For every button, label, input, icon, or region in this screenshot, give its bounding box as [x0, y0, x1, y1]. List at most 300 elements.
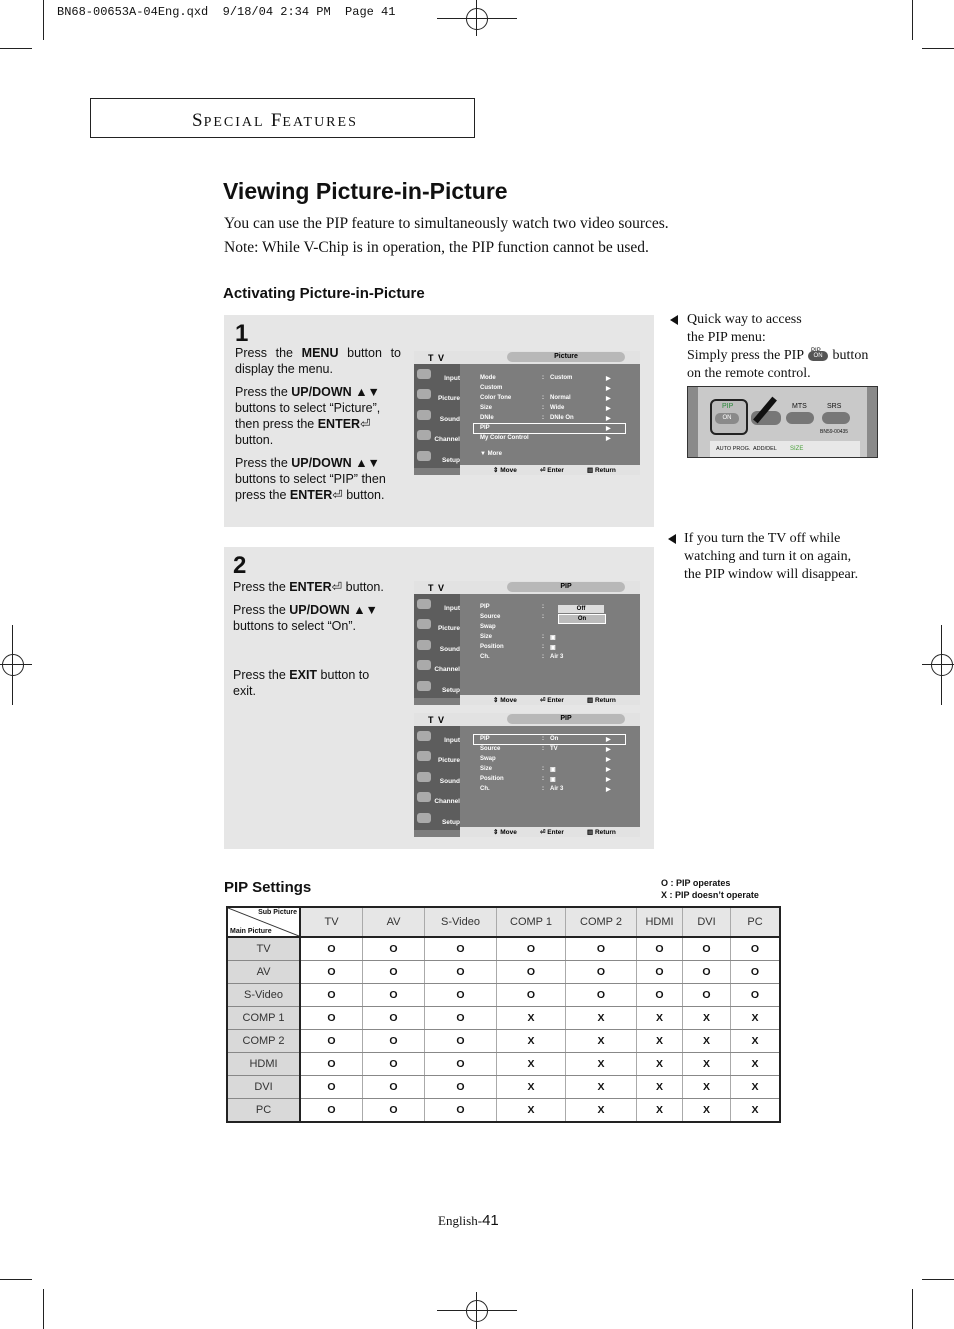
note-line: Quick way to access	[687, 312, 802, 327]
step-2-para-2	[233, 602, 393, 634]
osd-row-label: Size	[480, 405, 493, 411]
pip-mark-cell: O	[363, 1007, 425, 1030]
osd-row-value: Air 3	[550, 786, 564, 792]
pip-button-icon	[807, 348, 829, 362]
osd-row-label: Mode	[480, 375, 496, 381]
pip-mark-cell: X	[731, 1007, 781, 1030]
pip-mark-cell: O	[363, 1053, 425, 1076]
pip-mark-cell: O	[363, 937, 425, 961]
osd-row-label: Size	[480, 766, 493, 772]
osd-tv-label: T V	[428, 715, 446, 725]
osd-row-label: Source	[480, 614, 501, 620]
text: Press the	[235, 346, 302, 360]
remote-model-label: BN59-00435	[820, 429, 849, 435]
pip-mark-cell: O	[497, 984, 566, 1007]
table-row	[227, 1007, 780, 1030]
osd-row	[480, 435, 611, 442]
table-row	[227, 1076, 780, 1099]
osd-row-label: PIP	[480, 425, 490, 431]
pip-mark-cell: O	[731, 937, 781, 961]
pip-mark-cell: O	[425, 961, 497, 984]
column-header: COMP 2	[566, 907, 637, 937]
pip-mark-cell: O	[637, 984, 683, 1007]
osd-move: ⇕ Move	[493, 697, 517, 704]
osd-enter: ⏎ Enter	[540, 829, 564, 836]
nav-item-channel: Channel	[434, 798, 460, 805]
pip-mark-cell: O	[566, 961, 637, 984]
note-pointer-icon	[668, 534, 676, 544]
osd-tv-label: T V	[428, 353, 446, 363]
osd-row	[480, 415, 611, 422]
note-line: the PIP window will disappear.	[684, 567, 859, 582]
osd-row-arrow: ▶	[606, 396, 611, 402]
remote-edge	[867, 387, 877, 457]
osd-row-arrow: ▶	[606, 416, 611, 422]
table-row	[227, 1053, 780, 1076]
osd-row	[480, 786, 611, 793]
osd-row-colon: :	[542, 746, 544, 752]
osd-pip-menu-select	[414, 581, 640, 705]
table-row	[227, 984, 780, 1007]
pip-mark-cell: O	[497, 961, 566, 984]
osd-row-colon: :	[542, 736, 544, 742]
pip-mark-cell: X	[497, 1099, 566, 1123]
column-header: HDMI	[637, 907, 683, 937]
pip-mark-cell: O	[300, 961, 363, 984]
text: Enter	[547, 697, 564, 704]
column-header: AV	[363, 907, 425, 937]
osd-row-label: Position	[480, 644, 504, 650]
corner-sub-label: Sub Picture	[258, 909, 297, 916]
pip-mark-cell: O	[566, 984, 637, 1007]
section-initial-2: F	[270, 110, 283, 131]
text: Press the	[233, 603, 290, 617]
text: button to exit.	[233, 668, 370, 698]
step-1-para-2	[235, 384, 401, 448]
osd-row-value: ▣	[550, 777, 556, 783]
osd-row-label: Position	[480, 776, 504, 782]
step-2-para-1	[233, 579, 393, 595]
osd-row-value: DNIe On	[550, 415, 574, 421]
text: buttons to select “Picture”, then press the	[235, 401, 381, 431]
pip-mark-cell: X	[566, 1076, 637, 1099]
text: Move	[500, 467, 517, 474]
osd-row-value: TV	[550, 746, 558, 752]
text: Enter	[547, 467, 564, 474]
osd-row	[480, 644, 556, 651]
nav-item-picture: Picture	[437, 757, 460, 764]
key-updown: UP/DOWN	[291, 385, 352, 399]
osd-footer	[460, 465, 640, 475]
osd-row	[480, 614, 544, 620]
pip-mark-cell: O	[637, 937, 683, 961]
pip-mark-cell: O	[425, 1007, 497, 1030]
pip-mark-cell: O	[731, 961, 781, 984]
enter-icon: ⏎	[331, 580, 343, 594]
note-line: If you turn the TV off while	[684, 531, 841, 546]
pip-mark-cell: O	[425, 1099, 497, 1123]
legend-not-operates: X : PIP doesn’t operate	[661, 890, 759, 900]
osd-row-colon: :	[542, 644, 544, 650]
pip-mark-cell: O	[300, 1030, 363, 1053]
remote-auto-prog-label: AUTO PROG.	[716, 446, 751, 452]
section-initial-1: S	[192, 110, 204, 131]
osd-row-arrow: ▶	[606, 767, 611, 773]
row-header: HDMI	[227, 1053, 300, 1076]
nav-item-sound: Sound	[439, 646, 460, 653]
page-title: Viewing Picture-in-Picture	[223, 178, 508, 204]
pip-mark-cell: X	[683, 1099, 731, 1123]
osd-row	[480, 395, 611, 402]
step-number: 1	[235, 320, 249, 347]
pip-mark-cell: O	[363, 984, 425, 1007]
pip-mark-cell: X	[497, 1007, 566, 1030]
remote-button	[822, 412, 850, 424]
osd-enter: ⏎ Enter	[540, 467, 564, 474]
remote-add-del-label: ADD/DEL	[753, 446, 777, 452]
pip-mark-cell: O	[300, 1099, 363, 1123]
osd-row-arrow: ▶	[606, 757, 611, 763]
text: Return	[594, 697, 616, 704]
osd-row-arrow: ▶	[606, 777, 611, 783]
osd-row-colon: :	[542, 766, 544, 772]
row-header: AV	[227, 961, 300, 984]
legend-operates: O : PIP operates	[661, 878, 731, 888]
osd-row-arrow: ▶	[606, 376, 611, 382]
pip-mark-cell: O	[425, 937, 497, 961]
row-header: PC	[227, 1099, 300, 1123]
nav-item-picture: Picture	[437, 395, 460, 402]
enter-icon: ⏎	[332, 488, 343, 502]
text: Move	[500, 829, 517, 836]
text: button to display the menu.	[235, 346, 401, 376]
osd-row-colon: :	[542, 395, 544, 401]
page-number: 41	[482, 1212, 499, 1229]
osd-row-label: PIP	[480, 604, 490, 610]
table-row	[227, 1099, 780, 1123]
step-1-instructions	[235, 345, 401, 510]
nav-item-input: Input	[444, 737, 460, 744]
column-header: PC	[731, 907, 781, 937]
osd-row-label: My Color Control	[480, 435, 529, 441]
print-header: BN68-00653A-04Eng.qxd 9/18/04 2:34 PM Page 41	[57, 5, 396, 19]
osd-row-label: PIP	[480, 736, 490, 742]
step-1-para-1	[235, 345, 401, 377]
pip-mark-cell: X	[566, 1007, 637, 1030]
osd-move: ⇕ Move	[493, 467, 517, 474]
pip-mark-cell: O	[300, 1076, 363, 1099]
osd-enter: ⏎ Enter	[540, 697, 564, 704]
nav-item-sound: Sound	[439, 416, 460, 423]
osd-picture-menu	[414, 351, 640, 475]
section-title	[192, 110, 358, 132]
text: button	[829, 348, 869, 363]
osd-row-colon: :	[542, 776, 544, 782]
pip-mark-cell: X	[497, 1030, 566, 1053]
text: Return	[594, 467, 616, 474]
osd-row	[480, 746, 611, 753]
osd-row-arrow: ▶	[606, 406, 611, 412]
text: Return	[594, 829, 616, 836]
osd-row	[480, 654, 564, 660]
updown-icon: ▲▼	[353, 603, 378, 617]
pip-mark-cell: X	[637, 1007, 683, 1030]
text: Press the	[233, 668, 290, 682]
osd-row	[480, 766, 611, 773]
osd-row	[480, 776, 611, 783]
activating-heading: Activating Picture-in-Picture	[223, 285, 425, 302]
osd-row	[480, 634, 556, 641]
osd-row	[480, 405, 611, 412]
column-header: COMP 1	[497, 907, 566, 937]
osd-row-label: Ch.	[480, 654, 490, 660]
osd-option-on: On	[558, 614, 606, 624]
pip-mark-cell: O	[637, 961, 683, 984]
remote-button	[786, 412, 814, 424]
osd-row-value: On	[550, 736, 559, 742]
nav-item-sound: Sound	[439, 778, 460, 785]
pip-mark-cell: X	[731, 1053, 781, 1076]
osd-return: ▥ Return	[587, 467, 616, 474]
key-enter: ENTER	[317, 417, 361, 431]
osd-footer	[460, 695, 640, 705]
osd-row-label: Size	[480, 634, 493, 640]
pip-mark-cell: X	[637, 1099, 683, 1123]
osd-row-colon: :	[542, 405, 544, 411]
pip-mark-cell: X	[637, 1053, 683, 1076]
osd-row-label: Custom	[480, 385, 503, 391]
step-2-para-3	[233, 667, 373, 699]
footer-language: English-	[438, 1213, 483, 1228]
osd-highlight	[473, 423, 626, 434]
text: buttons to select “PIP” then press the	[235, 472, 386, 502]
osd-row-label: Swap	[480, 624, 496, 630]
text: button.	[342, 488, 385, 502]
note-pointer-icon	[670, 315, 678, 325]
pip-mark-cell: X	[637, 1030, 683, 1053]
osd-menu-title: PIP	[507, 582, 625, 592]
section-header	[90, 98, 475, 138]
table-row	[227, 1030, 780, 1053]
key-updown: UP/DOWN	[289, 603, 350, 617]
column-header: DVI	[683, 907, 731, 937]
osd-row-arrow: ▶	[606, 737, 611, 743]
corner-main-label: Main Picture	[230, 928, 272, 935]
nav-item-picture: Picture	[437, 625, 460, 632]
pip-legend	[661, 877, 759, 901]
osd-row-value: ▣	[550, 645, 556, 651]
table-header-row	[227, 907, 780, 937]
text: Press the	[235, 456, 292, 470]
section-word-1: PECIAL	[203, 115, 265, 130]
osd-move: ⇕ Move	[493, 829, 517, 836]
osd-row-value: Custom	[550, 375, 573, 381]
pip-mark-cell: X	[731, 1030, 781, 1053]
text: Press the	[235, 385, 292, 399]
step-number: 2	[233, 552, 247, 579]
osd-row-label: Ch.	[480, 786, 490, 792]
nav-item-input: Input	[444, 605, 460, 612]
remote-srs-label: SRS	[827, 403, 842, 410]
pip-settings-table	[226, 906, 781, 1123]
pip-icon-button: ON	[808, 351, 828, 361]
pip-mark-cell: X	[497, 1053, 566, 1076]
page-footer	[438, 1212, 499, 1230]
osd-row-colon: :	[542, 634, 544, 640]
osd-more: ▼ More	[480, 451, 502, 457]
text: Enter	[547, 829, 564, 836]
step-2-instructions	[233, 579, 393, 706]
pip-mark-cell: X	[497, 1076, 566, 1099]
updown-icon: ▲▼	[355, 385, 380, 399]
pip-mark-cell: O	[425, 984, 497, 1007]
pip-mark-cell: O	[731, 984, 781, 1007]
text: button.	[342, 580, 384, 594]
pip-mark-cell: O	[425, 1076, 497, 1099]
text: buttons to select “On”.	[233, 619, 356, 633]
row-header: S-Video	[227, 984, 300, 1007]
osd-row-arrow: ▶	[606, 436, 611, 442]
updown-icon: ▲▼	[355, 456, 380, 470]
pip-mark-cell: O	[300, 1053, 363, 1076]
osd-row-colon: :	[542, 375, 544, 381]
pip-mark-cell: O	[363, 1030, 425, 1053]
pip-mark-cell: O	[363, 961, 425, 984]
pip-mark-cell: X	[683, 1053, 731, 1076]
osd-row	[480, 624, 496, 630]
remote-pip-label: PIP	[722, 403, 734, 410]
table-row	[227, 961, 780, 984]
pip-mark-cell: O	[566, 937, 637, 961]
pip-mark-cell: O	[425, 1030, 497, 1053]
osd-row-label: Swap	[480, 756, 496, 762]
column-header: S-Video	[425, 907, 497, 937]
osd-row-colon: :	[542, 415, 544, 421]
enter-icon: ⏎	[360, 417, 371, 431]
osd-footer	[460, 827, 640, 837]
osd-row-value: Wide	[550, 405, 565, 411]
nav-item-channel: Channel	[434, 666, 460, 673]
text: Press the	[233, 580, 290, 594]
text: Move	[500, 697, 517, 704]
nav-item-setup: Setup	[441, 457, 460, 464]
key-menu: MENU	[301, 346, 339, 360]
row-header: DVI	[227, 1076, 300, 1099]
osd-row-arrow: ▶	[606, 426, 611, 432]
pip-mark-cell: X	[566, 1099, 637, 1123]
note-line: the PIP menu:	[687, 330, 766, 345]
pip-mark-cell: O	[300, 937, 363, 961]
note-line	[687, 347, 897, 365]
remote-mts-label: MTS	[792, 403, 807, 410]
osd-tv-label: T V	[428, 583, 446, 593]
remote-size-label: SIZE	[790, 446, 804, 452]
pip-off-note	[684, 530, 899, 584]
osd-row	[480, 756, 611, 763]
osd-menu-title: Picture	[507, 352, 625, 362]
osd-option-off: Off	[558, 605, 604, 613]
table-corner-cell	[227, 907, 300, 937]
pip-mark-cell: O	[497, 937, 566, 961]
pip-mark-cell: O	[683, 961, 731, 984]
osd-row-colon: :	[542, 786, 544, 792]
key-enter: ENTER	[289, 580, 332, 594]
osd-row-value: Normal	[550, 395, 571, 401]
pip-mark-cell: O	[300, 1007, 363, 1030]
pip-mark-cell: O	[425, 1053, 497, 1076]
text: button.	[235, 433, 274, 447]
key-enter: ENTER	[289, 488, 333, 502]
note-line: on the remote control.	[687, 366, 811, 381]
nav-item-setup: Setup	[441, 819, 460, 826]
pip-mark-cell: X	[566, 1053, 637, 1076]
osd-row-arrow: ▶	[606, 386, 611, 392]
column-header: TV	[300, 907, 363, 937]
pip-mark-cell: O	[363, 1076, 425, 1099]
osd-return: ▥ Return	[587, 829, 616, 836]
osd-row-colon: :	[542, 604, 544, 610]
table-row	[227, 937, 780, 961]
osd-pip-menu-on	[414, 713, 640, 837]
row-header: COMP 1	[227, 1007, 300, 1030]
text: Simply press the PIP	[687, 348, 808, 363]
pip-settings-heading: PIP Settings	[224, 879, 312, 896]
pip-mark-cell: X	[637, 1076, 683, 1099]
osd-row	[480, 425, 611, 432]
quick-access-note	[687, 311, 897, 383]
nav-item-setup: Setup	[441, 687, 460, 694]
intro-line-2: Note: While V-Chip is in operation, the PIP function cannot be used.	[224, 239, 649, 256]
osd-row-colon: :	[542, 614, 544, 620]
note-line: watching and turn it on again,	[684, 549, 852, 564]
pip-mark-cell: O	[683, 984, 731, 1007]
osd-row	[480, 736, 611, 743]
nav-item-channel: Channel	[434, 436, 460, 443]
pip-mark-cell: X	[731, 1076, 781, 1099]
osd-return: ▥ Return	[587, 697, 616, 704]
row-header: COMP 2	[227, 1030, 300, 1053]
remote-control-image	[687, 386, 878, 458]
pip-mark-cell: X	[683, 1007, 731, 1030]
pip-mark-cell: X	[683, 1076, 731, 1099]
section-word-2: EATURES	[282, 115, 358, 130]
step-1-para-3	[235, 455, 401, 503]
key-updown: UP/DOWN	[291, 456, 352, 470]
pip-mark-cell: X	[731, 1099, 781, 1123]
osd-row	[480, 375, 611, 382]
osd-row	[480, 604, 544, 610]
pip-mark-cell: O	[363, 1099, 425, 1123]
osd-row-value: ▣	[550, 767, 556, 773]
osd-row-colon: :	[542, 654, 544, 660]
remote-on-button: ON	[715, 413, 739, 424]
pip-mark-cell: O	[683, 937, 731, 961]
intro-line-1: You can use the PIP feature to simultaneously watch two video sources.	[224, 215, 669, 232]
osd-row-label: DNIe	[480, 415, 494, 421]
row-header: TV	[227, 937, 300, 961]
osd-row-arrow: ▶	[606, 747, 611, 753]
pip-mark-cell: X	[566, 1030, 637, 1053]
remote-edge	[688, 387, 698, 457]
osd-row-value: ▣	[550, 635, 556, 641]
osd-row	[480, 385, 611, 392]
nav-item-input: Input	[444, 375, 460, 382]
osd-menu-title: PIP	[507, 714, 625, 724]
osd-row-label: Source	[480, 746, 501, 752]
osd-row-value: Air 3	[550, 654, 564, 660]
osd-row-label: Color Tone	[480, 395, 512, 401]
key-exit: EXIT	[289, 668, 318, 682]
